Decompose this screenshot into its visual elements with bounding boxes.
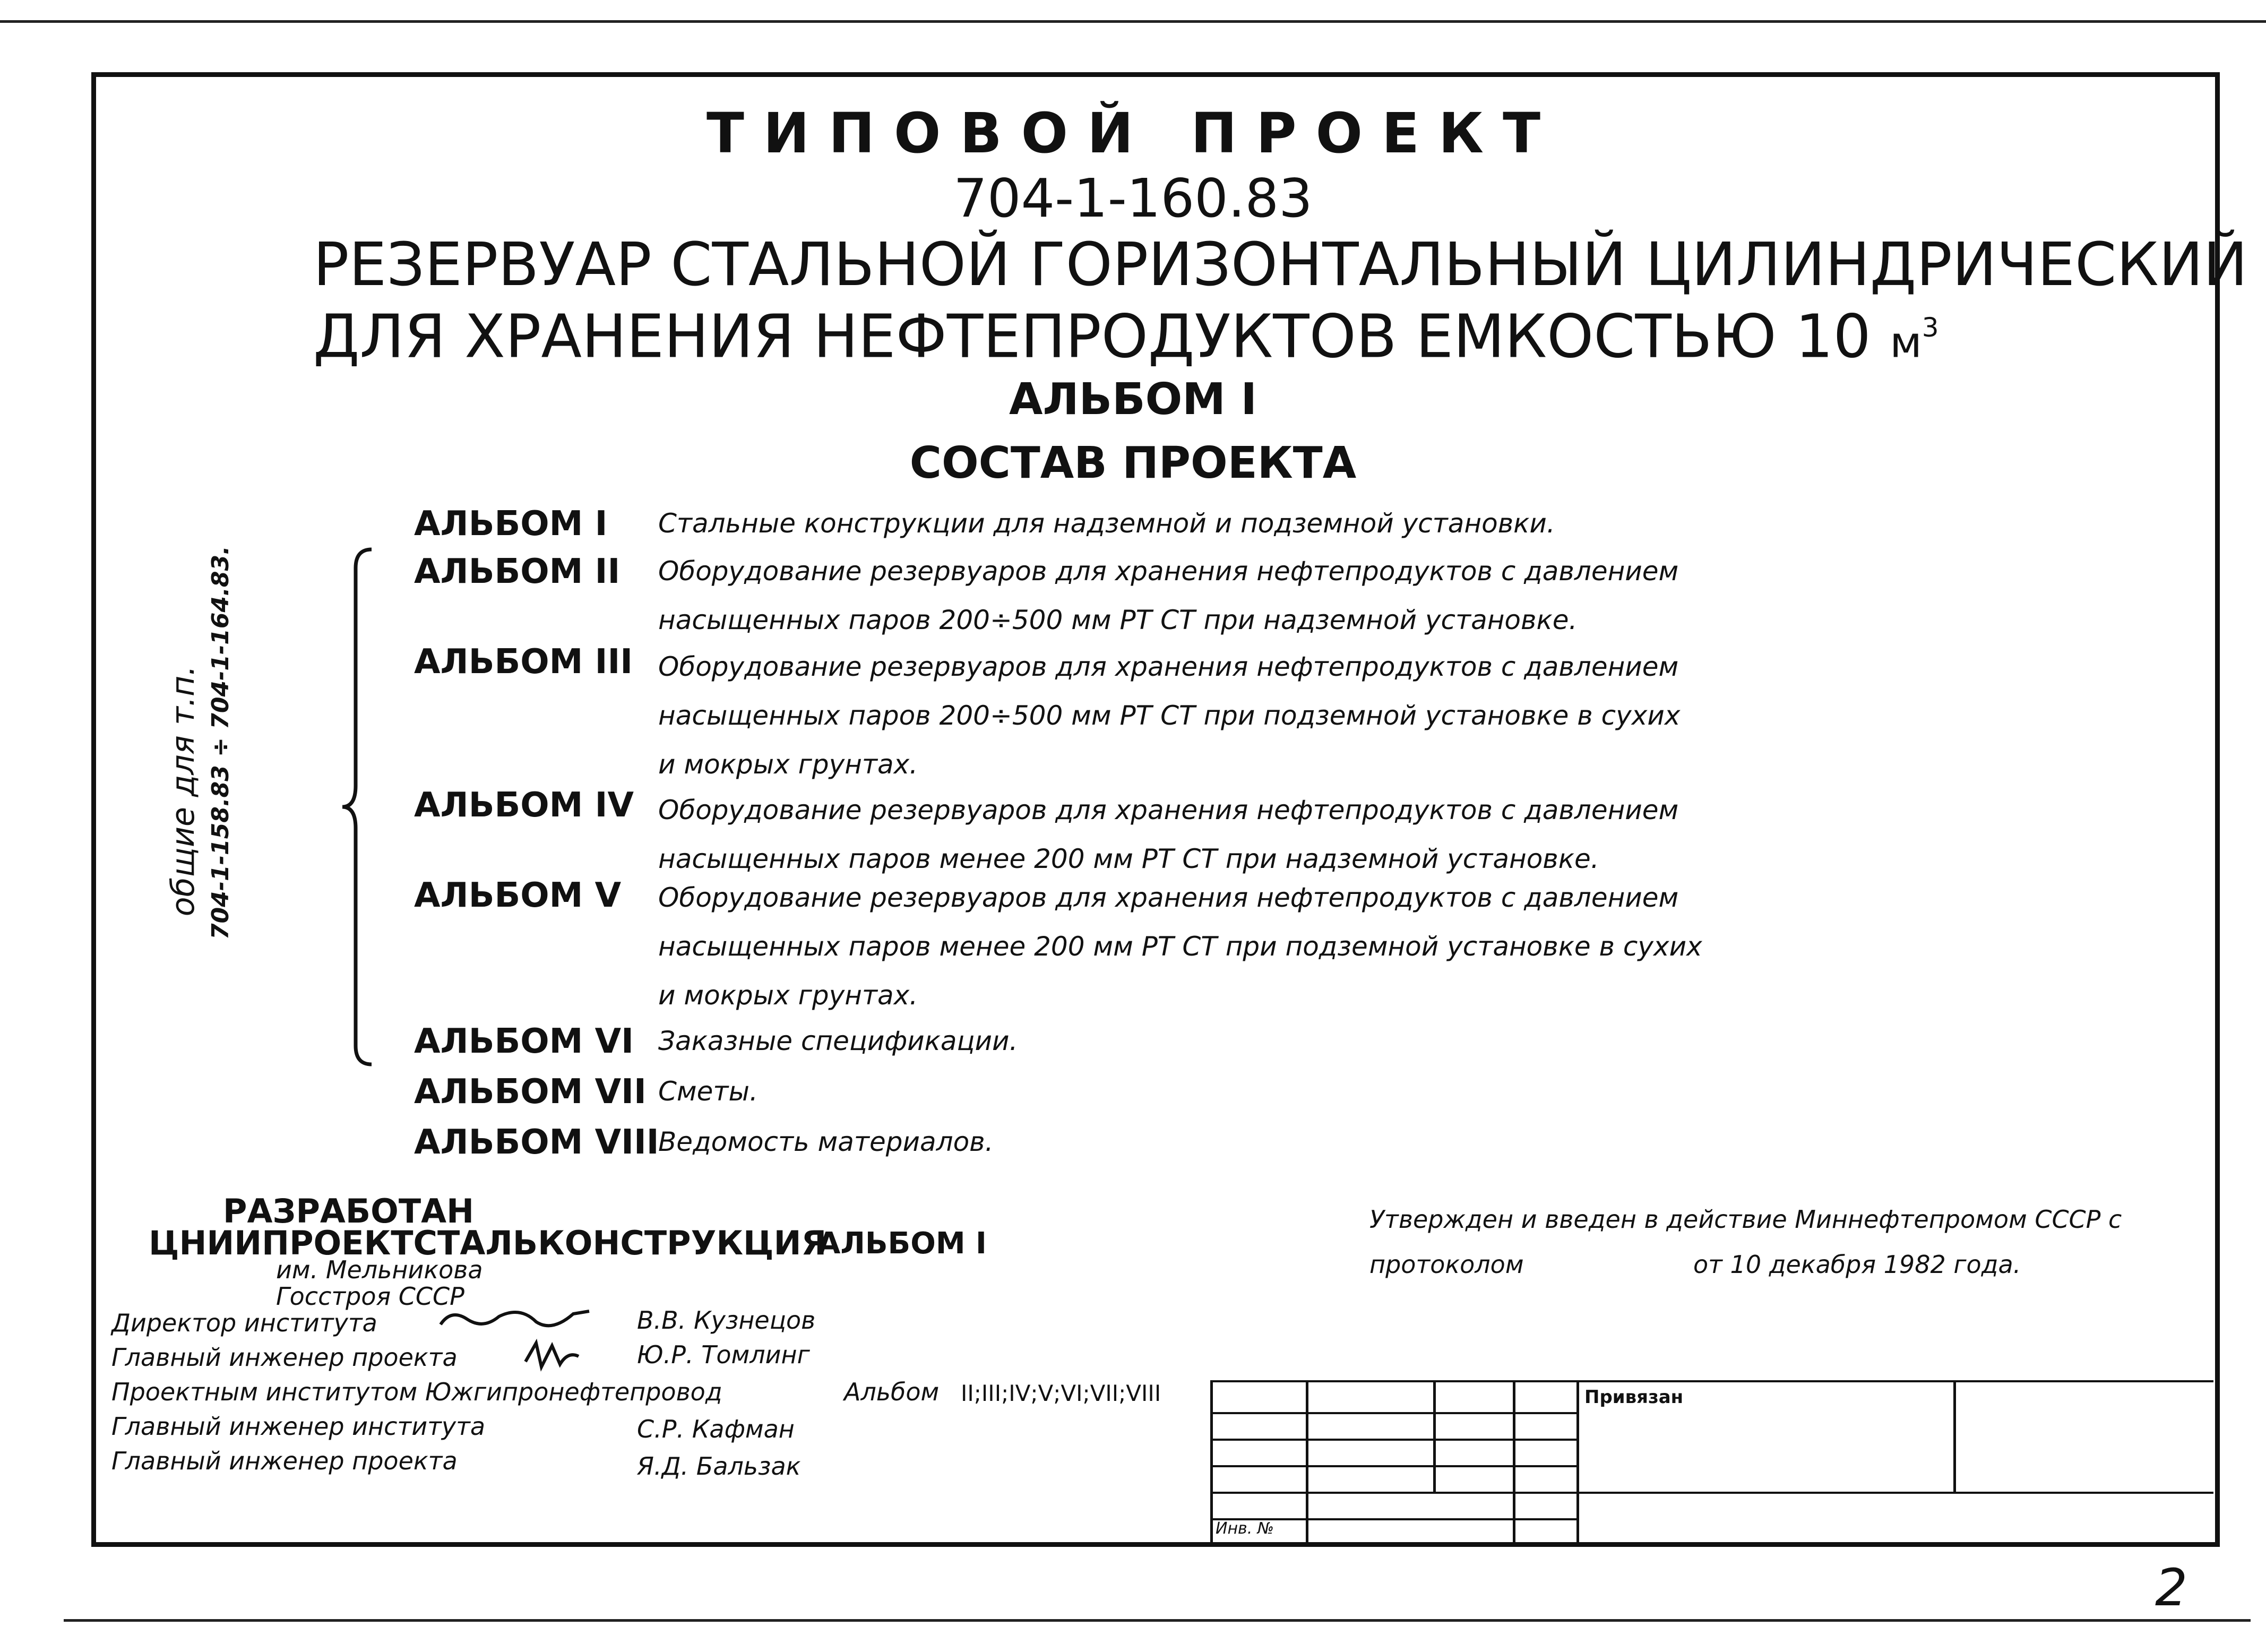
- second-institute-line: Проектным институтом Южгипронефтепровод: [111, 1378, 722, 1406]
- chief-engineer-signature: [520, 1335, 584, 1378]
- stamp-line: [1210, 1412, 1576, 1414]
- subject-line-2: ДЛЯ ХРАНЕНИЯ НЕФТЕПРОДУКТОВ ЕМКОСТЬЮ 10 $м^3$: [313, 302, 1939, 372]
- doc-type-title: ТИПОВОЙ ПРОЕКТ: [706, 101, 1560, 166]
- side-note-line-2: 704-1-158.83 ÷ 704-1-164.83.: [207, 546, 234, 940]
- institute-role: Главный инженер проекта: [111, 1447, 458, 1475]
- stamp-line: [1433, 1380, 1436, 1492]
- album-label: АЛЬБОМ I: [414, 504, 608, 544]
- institute-name: Я.Д. Бальзак: [637, 1452, 801, 1481]
- stamp-line: [1953, 1380, 1956, 1492]
- approval-line-1: Утвержден и введен в действие Миннефтепромом СССР с: [1369, 1205, 2122, 1234]
- bottom-rule: [64, 1619, 2251, 1622]
- page-number: 2: [2155, 1558, 2188, 1617]
- stamp-privyazan: Привязан: [1584, 1387, 1684, 1408]
- developer-heading: РАЗРАБОТАН: [223, 1192, 475, 1231]
- albums-ref-list: II;III;IV;V;VI;VII;VIII: [961, 1380, 1161, 1406]
- album-description: Стальные конструкции для надземной и подземной установки.: [658, 508, 1555, 539]
- stamp-line: [1513, 1380, 1515, 1542]
- top-rule: [0, 20, 2266, 23]
- stamp-inv: Инв. №: [1216, 1519, 1274, 1538]
- album-label: АЛЬБОМ IV: [414, 786, 634, 825]
- side-note-line-1: общие для т.п.: [165, 665, 202, 917]
- album-description: Оборудование резервуаров для хранения нефтепродуктов с давлением насыщенных паров менее 200 мм РТ СТ при надземной установке.: [658, 795, 1679, 874]
- title-block: [1210, 1380, 2213, 1542]
- signature-name: В.В. Кузнецов: [637, 1306, 816, 1335]
- institute-name: С.Р. Кафман: [637, 1415, 795, 1443]
- album-label: АЛЬБОМ III: [414, 642, 633, 682]
- album-label: АЛЬБОМ VI: [414, 1022, 634, 1061]
- stamp-line: [1210, 1380, 1213, 1542]
- album-description: Ведомость материалов.: [658, 1126, 994, 1157]
- signature-role: Главный инженер проекта: [111, 1343, 458, 1372]
- stamp-line: [1306, 1380, 1308, 1542]
- composition-heading: СОСТАВ ПРОЕКТА: [909, 438, 1357, 488]
- stamp-line: [1210, 1465, 1576, 1467]
- stamp-line: [1576, 1380, 1579, 1542]
- developer-album-ref: АЛЬБОМ I: [817, 1226, 987, 1261]
- album-description: Оборудование резервуаров для хранения нефтепродуктов с давлением насыщенных паров менее 200 мм РТ СТ при подземной установке в сухих и мокрых грунтах.: [658, 882, 1702, 1011]
- album-label: АЛЬБОМ II: [414, 552, 621, 591]
- institute-role: Главный инженер института: [111, 1412, 486, 1441]
- developer-named: им. Мельникова: [276, 1255, 483, 1284]
- approval-date: от 10 декабря 1982 года.: [1693, 1250, 2021, 1279]
- album-description: Оборудование резервуаров для хранения нефтепродуктов с давлением насыщенных паров 200÷500 мм РТ СТ при подземной установке в сухих и мокрых грунтах.: [658, 651, 1681, 780]
- album-description: Оборудование резервуаров для хранения нефтепродуктов с давлением насыщенных паров 200÷500 мм РТ СТ при надземной установке.: [658, 556, 1679, 635]
- signature-role: Директор института: [111, 1309, 377, 1337]
- stamp-line: [1210, 1439, 1576, 1441]
- albums-ref-label: Альбом: [844, 1378, 940, 1406]
- stamp-line: [1210, 1492, 2213, 1494]
- project-subject: [313, 230, 2248, 374]
- subject-line-1: РЕЗЕРВУАР СТАЛЬНОЙ ГОРИЗОНТАЛЬНЫЙ ЦИЛИНДРИЧЕСКИЙ: [313, 230, 2248, 299]
- side-note: [165, 546, 271, 940]
- album-heading: АЛЬБОМ I: [1009, 374, 1257, 425]
- album-label: АЛЬБОМ V: [414, 876, 622, 915]
- signature-name: Ю.Р. Томлинг: [637, 1340, 810, 1369]
- stamp-line: [1210, 1380, 2213, 1382]
- approval-protocol: протоколом: [1369, 1250, 1524, 1279]
- developer-gosstroy: Госстроя СССР: [276, 1282, 464, 1311]
- album-label: АЛЬБОМ VIII: [414, 1123, 659, 1162]
- album-description: Заказные спецификации.: [658, 1026, 1018, 1056]
- project-number: 704-1-160.83: [953, 167, 1313, 229]
- album-label: АЛЬБОМ VII: [414, 1072, 647, 1112]
- album-description: Сметы.: [658, 1076, 758, 1107]
- developer-org: ЦНИИПРОЕКТСТАЛЬКОНСТРУКЦИЯ: [149, 1224, 827, 1262]
- album-group-brace: [340, 547, 382, 1067]
